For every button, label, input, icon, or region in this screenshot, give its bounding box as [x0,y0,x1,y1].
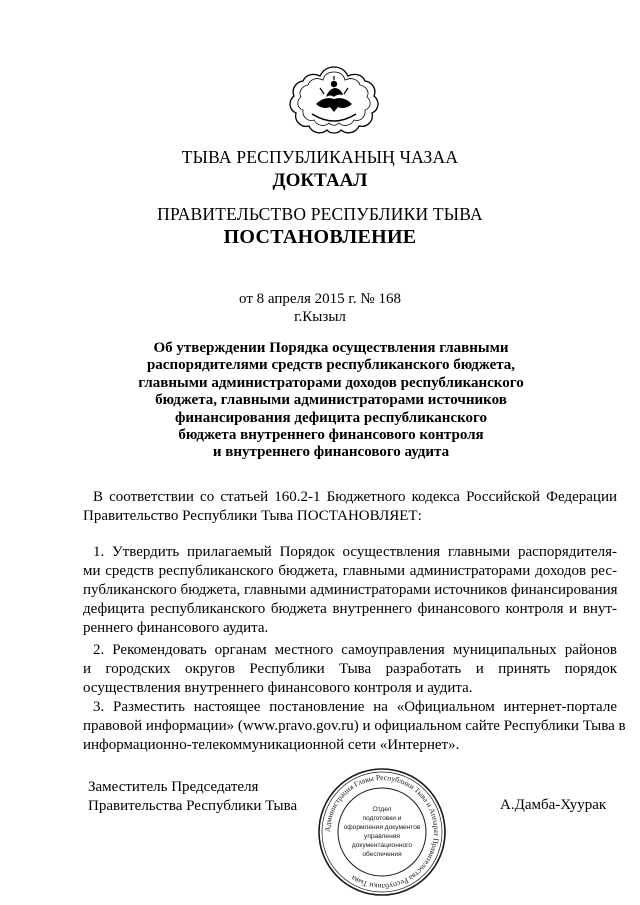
stamp-inner-text: документационного [351,842,413,849]
paragraph-line: В соответствии со статьей 160.2-1 Бюджетного кодекса Российской Федерации [93,489,617,505]
signatory-position [88,778,297,816]
stamp-ring-text: Администрация Главы Республики Тыва и Аппарат Правительства Республики Тыва [322,772,442,892]
stamp-inner-text: оформления документов [343,824,421,831]
stamp-inner-text: подготовки и [362,815,402,822]
document-city: г.Кызыл [294,309,346,325]
paragraph-line: осуществления внутреннего финансового контроля и аудита. [83,680,473,696]
paragraph-line: 2. Рекомендовать органам местного самоуправления муниципальных районов [93,642,617,658]
paragraph-line: Правительство Республики Тыва ПОСТАНОВЛЯЕТ: [83,508,422,524]
document-date: от 8 апреля 2015 г. № 168 [239,291,401,307]
title-line: распорядителями средств республиканского бюджета, [146,357,516,374]
header-doktaal: ДОКТААЛ [272,170,368,191]
item-3-paragraph [83,698,626,755]
decree-title [110,340,552,462]
official-stamp [316,766,448,898]
header-tuva-line: ТЫВА РЕСПУБЛИКАНЫҢ ЧАЗАА [181,147,459,167]
signatory-position-line: Правительства Республики Тыва [88,798,298,814]
item-2-paragraph [83,641,617,698]
paragraph-line: правовой информации» (www.pravo.gov.ru) и официальном сайте Республики Тыва в [83,718,626,734]
paragraph-line: публиканского бюджета, главными администраторами источников финансирования [83,582,618,598]
title-line: Об утверждении Порядка осуществления главными [153,340,509,356]
paragraph-line: дефицита республиканского бюджета внутреннего финансового контроля и внут- [83,601,617,617]
header-decree-title: ПОСТАНОВЛЕНИЕ [223,226,417,248]
paragraph-line: информационно-телекоммуникационной сети «Интернет». [83,737,460,753]
paragraph-line: 1. Утвердить прилагаемый Порядок осуществления главными распорядителя- [93,544,617,560]
paragraph-line: ми средств республиканского бюджета, главными администраторами доходов рес- [83,563,617,579]
paragraph-line: 3. Разместить настоящее постановление на «Официальном интернет-портале [93,699,617,715]
title-line: и внутреннего финансового аудита [212,444,450,461]
paragraph-line: реннего финансового аудита. [83,620,269,636]
stamp-inner-text: управления [364,833,400,840]
paragraph-line: и городских округов Республики Тыва разработать и принять порядок [83,661,617,677]
coat-of-arms-emblem [286,64,382,136]
title-line: бюджета внутреннего финансового контроля [178,427,484,444]
signatory-position-line: Заместитель Председателя [88,779,259,795]
title-line: финансирования дефицита республиканского [175,409,487,426]
header-government-line: ПРАВИТЕЛЬСТВО РЕСПУБЛИКИ ТЫВА [157,204,483,224]
title-line: главными администраторами доходов республиканского [138,374,524,391]
item-1-paragraph [83,543,618,638]
stamp-inner-text: Отдел [372,806,392,813]
stamp-inner-text: обеспечения [362,851,402,858]
intro-paragraph [83,488,617,526]
title-line: бюджета, главными администраторами источников [155,392,507,409]
signatory-name: А.Дамба-Хуурак [500,797,607,813]
